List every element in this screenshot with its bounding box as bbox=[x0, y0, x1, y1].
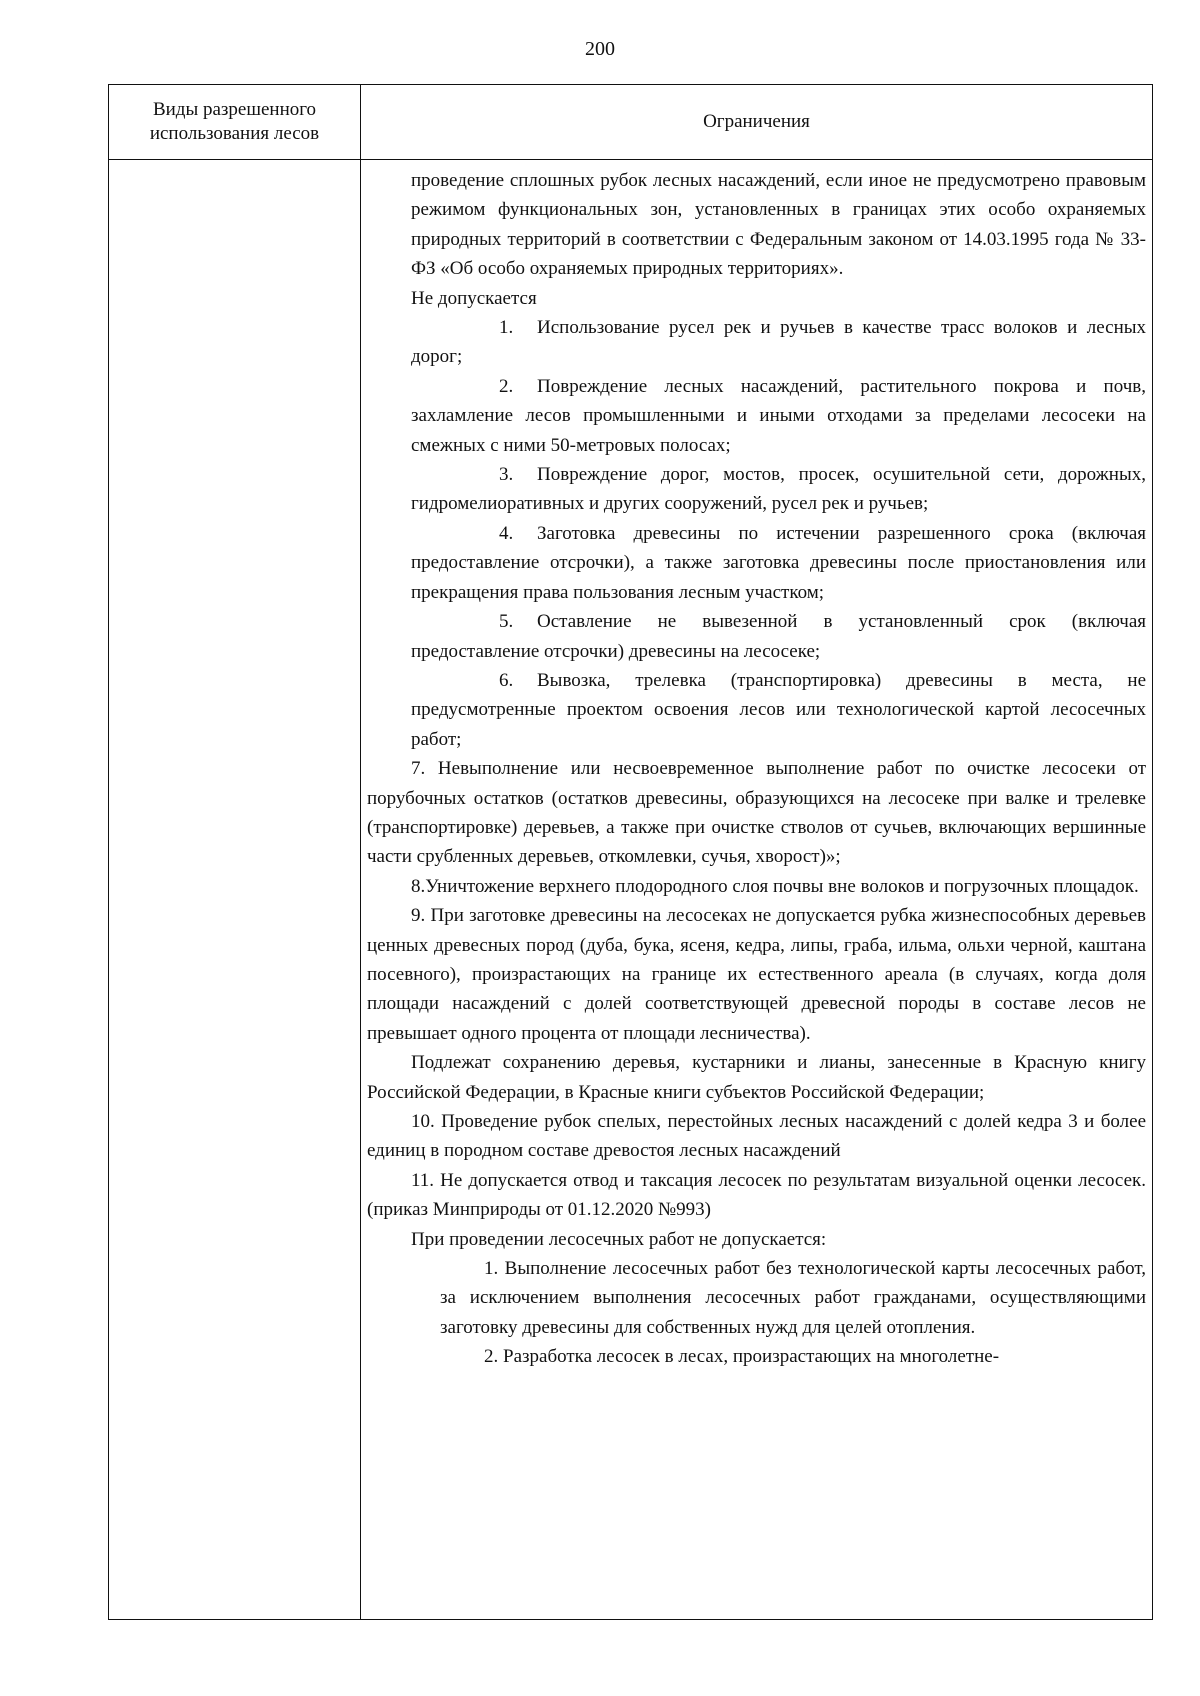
paragraph-7: 7. Невыполнение или несвоевременное выполнение работ по очистке лесосеки от порубочных остатков (остатков древесины, образующихся на лесосеке при валке и трелевке (транспортировке) деревьев, а также при очистке стволов от сучьев, включающих вершинные части срубленных деревьев, откомлевки, сучья, хворост)»; bbox=[367, 758, 1146, 868]
restrictions-content bbox=[361, 160, 1152, 1372]
intro-paragraph: проведение сплошных рубок лесных насаждений, если иное не предусмотрено правовым режимом функциональных зон, установленных в границах этих особо охраняемых природных территорий в соответствии с Федеральным законом от 14.03.1995 года № 33-ФЗ «Об особо охраняемых природных территориях». bbox=[411, 170, 1146, 280]
list-item: 2. Повреждение лесных насаждений, растительного покрова и почв, захламление лесов промышленными и иными отходами за пределами лесосеки на смежных с ними 50-метровых полосах; bbox=[411, 375, 1146, 456]
list-item: 5. Оставление не вывезенной в установленный срок (включая предоставление отсрочки) древесины на лесосеке; bbox=[411, 611, 1146, 662]
list-item: 2. Разработка лесосек в лесах, произрастающих на многолетне- bbox=[484, 1346, 1000, 1368]
restrictions-cell bbox=[361, 160, 1153, 1620]
page-number: 200 bbox=[585, 38, 615, 60]
restrictions-table bbox=[108, 84, 1153, 1620]
column-header-restrictions: Ограничения bbox=[361, 85, 1153, 160]
table-header-row bbox=[109, 85, 1153, 160]
paragraph-protected-species: Подлежат сохранению деревья, кустарники и лианы, занесенные в Красную книгу Российской Федерации, в Красные книги субъектов Российской Федерации; bbox=[367, 1052, 1146, 1103]
paragraph-11: 11. Не допускается отвод и таксация лесосек по результатам визуальной оценки лесосек. (приказ Минприроды от 01.12.2020 №993) bbox=[367, 1169, 1146, 1221]
not-allowed-list bbox=[367, 313, 1146, 754]
list-item: 3. Повреждение дорог, мостов, просек, осушительной сети, дорожных, гидромелиоративных и других сооружений, русел рек и ручьев; bbox=[411, 464, 1146, 515]
paragraph-logging-works: При проведении лесосечных работ не допускается: bbox=[411, 1228, 827, 1250]
paragraph-9: 9. При заготовке древесины на лесосеках не допускается рубка жизнеспособных деревьев ценных древесных пород (дуба, бука, ясеня, кедра, липы, граба, ильма, ольхи черной, каштана посевного), произрастающих на границе их естественного ареала (в случаях, когда доля площади насаждений с долей соответствующей древесной породы в составе лесов не превышает одного процента от площади лесничества). bbox=[367, 905, 1146, 1044]
list-item: 6. Вывозка, трелевка (транспортировка) древесины в места, не предусмотренные проектом освоения лесов или технологической картой лесосечных работ; bbox=[411, 669, 1146, 750]
logging-works-list bbox=[367, 1254, 1146, 1372]
not-allowed-heading: Не допускается bbox=[411, 287, 537, 309]
list-item: 1. Выполнение лесосечных работ без технологической карты лесосечных работ, за исключением выполнения лесосечных работ гражданами, осуществляющими заготовку древесины для собственных нужд для целей отопления. bbox=[440, 1258, 1146, 1338]
paragraph-10: 10. Проведение рубок спелых, перестойных лесных насаждений с долей кедра 3 и более единиц в породном составе древостоя лесных насаждений bbox=[367, 1111, 1146, 1162]
paragraph-8: 8.Уничтожение верхнего плодородного слоя почвы вне волоков и погрузочных площадок. bbox=[411, 875, 1139, 897]
table-row bbox=[109, 160, 1153, 1620]
forest-use-cell bbox=[109, 160, 361, 1620]
list-item: 4. Заготовка древесины по истечении разрешенного срока (включая предоставление отсрочки), а также заготовка древесины после приостановления или прекращения права пользования лесным участком; bbox=[411, 522, 1146, 603]
column-header-forest-use: Виды разрешенного использования лесов bbox=[109, 85, 361, 160]
list-item: 1. Использование русел рек и ручьев в качестве трасс волоков и лесных дорог; bbox=[411, 317, 1146, 368]
